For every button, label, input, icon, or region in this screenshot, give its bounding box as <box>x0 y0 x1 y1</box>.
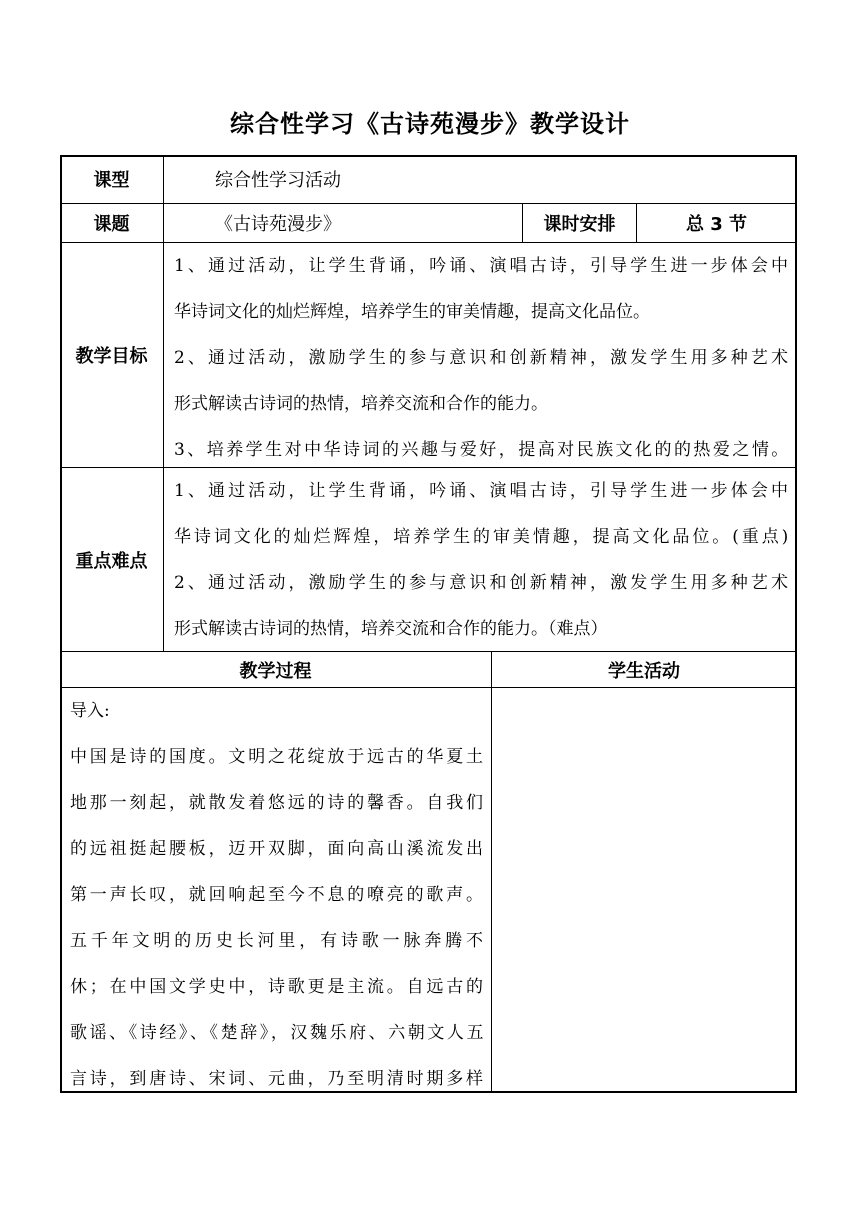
activity-header: 学生活动 <box>608 660 680 682</box>
type-label-cell <box>60 155 164 204</box>
process-line: 导入: <box>70 701 110 721</box>
key-content-cell <box>164 468 797 652</box>
process-line: 第一声长叹，就回响起至今不息的嘹亮的歌声。 <box>70 885 483 905</box>
goals-content-cell <box>164 243 797 468</box>
topic-label-cell <box>60 204 164 243</box>
key-point-line: 形式解读古诗词的热情，培养交流和合作的能力。（难点） <box>174 619 608 639</box>
process-line: 的远祖挺起腰板，迈开双脚，面向高山溪流发出 <box>70 839 483 859</box>
process-line: 地那一刻起，就散发着悠远的诗的馨香。自我们 <box>70 793 483 813</box>
goal-line: 形式解读古诗词的热情，培养交流和合作的能力。 <box>174 394 548 414</box>
process-line: 五千年文明的历史长河里，有诗歌一脉奔腾不 <box>70 931 483 951</box>
schedule-value-cell <box>637 204 797 243</box>
schedule-label-cell <box>523 204 637 243</box>
process-header: 教学过程 <box>239 660 312 682</box>
key-point-line: 1、通过活动，让学生背诵，吟诵、演唱古诗，引导学生进一步体会中 <box>174 481 788 501</box>
goals-label-cell <box>60 243 164 468</box>
topic-value: 《古诗苑漫步》 <box>215 214 341 235</box>
key-label-cell <box>60 468 164 652</box>
goal-line: 2、通过活动，激励学生的参与意识和创新精神，激发学生用多种艺术 <box>174 348 788 368</box>
process-line: 歌谣、《诗经》、《楚辞》，汉魏乐府、六朝文人五 <box>70 1023 483 1043</box>
schedule-value: 总 3 节 <box>685 214 748 235</box>
process-line: 休；在中国文学史中，诗歌更是主流。自远古的 <box>70 977 483 997</box>
key-label: 重点难点 <box>75 550 148 572</box>
goal-line: 3、培养学生对中华诗词的兴趣与爱好，提高对民族文化的的热爱之情。 <box>174 440 788 460</box>
topic-label: 课题 <box>93 214 130 235</box>
process-line: 言诗，到唐诗、宋词、元曲，乃至明清时期多样 <box>70 1069 483 1089</box>
process-content-cell <box>60 688 492 1093</box>
document-title: 综合性学习《古诗苑漫步》教学设计 <box>230 110 630 138</box>
type-value-cell <box>164 155 797 204</box>
goal-line: 1、通过活动，让学生背诵，吟诵、演唱古诗，引导学生进一步体会中 <box>174 256 788 276</box>
activity-content-cell <box>492 688 797 1093</box>
topic-value-cell <box>164 204 523 243</box>
process-header-cell <box>60 652 492 688</box>
key-point-line: 2、通过活动，激励学生的参与意识和创新精神，激发学生用多种艺术 <box>174 573 788 593</box>
schedule-label: 课时安排 <box>543 214 616 235</box>
lesson-plan-table <box>60 155 797 1093</box>
goals-label: 教学目标 <box>75 346 148 367</box>
type-value: 综合性学习活动 <box>215 170 341 191</box>
activity-header-cell <box>492 652 797 688</box>
process-line: 中国是诗的国度。文明之花绽放于远古的华夏土 <box>70 747 483 767</box>
goal-line: 华诗词文化的灿烂辉煌，培养学生的审美情趣，提高文化品位。 <box>174 302 650 322</box>
type-label: 课型 <box>93 170 130 191</box>
key-point-line: 华诗词文化的灿烂辉煌，培养学生的审美情趣，提高文化品位。(重点) <box>174 527 788 547</box>
